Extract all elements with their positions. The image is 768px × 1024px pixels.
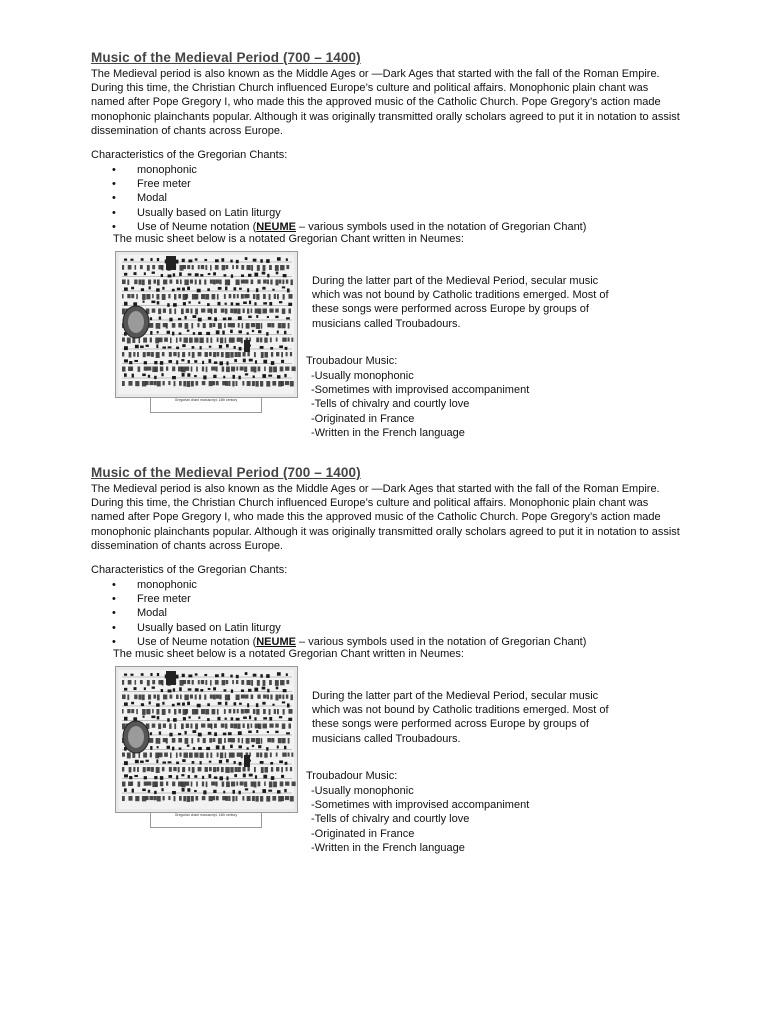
bullet-icon: • <box>112 607 116 620</box>
list-item: • Modal <box>112 192 167 205</box>
secular-music-paragraph: During the latter part of the Medieval Period, secular music which was not bound by Catholic traditions emerged. Most of these songs were performed across Europe by groups of musicians called Troubadours. <box>312 690 609 745</box>
characteristics-list <box>112 578 586 649</box>
list-item: -Usually monophonic <box>311 370 414 382</box>
intro-paragraph: The Medieval period is also known as the Middle Ages or —Dark Ages that started with the fall of the Roman Empire. During this time, the Christian Church influenced Europe’s culture and political affairs. Monophonic plain chant was named after Pope Gregory I, who made this the approved music of the Catholic Church. Pope Gregory’s action made monophonic plainchants popular. Although it was originally transmitted orally scholars agreed to put it in notation to assist dissemination of chants across Europe. <box>91 483 680 552</box>
list-item: • Modal <box>112 607 167 620</box>
intro-paragraph: The Medieval period is also known as the Middle Ages or —Dark Ages that started with the fall of the Roman Empire. During this time, the Christian Church influenced Europe’s culture and political affairs. Monophonic plain chant was named after Pope Gregory I, who made this the approved music of the Catholic Church. Pope Gregory’s action made monophonic plainchants popular. Although it was originally transmitted orally scholars agreed to put it in notation to assist dissemination of chants across Europe. <box>91 68 680 137</box>
music-sheet-caption: The music sheet below is a notated Gregorian Chant written in Neumes: <box>113 233 464 245</box>
characteristics-heading: Characteristics of the Gregorian Chants: <box>91 564 288 576</box>
figure-caption: Gregorian chant manuscript, 14th century <box>150 397 262 413</box>
list-item-neume: • Use of Neume notation (NEUME – various symbols used in the notation of Gregorian Chant) <box>112 220 587 233</box>
troubadour-heading: Troubadour Music: <box>306 355 398 367</box>
list-item: -Tells of chivalry and courtly love <box>311 398 470 411</box>
list-item: -Originated in France <box>311 827 415 840</box>
troubadour-heading: Troubadour Music: <box>306 770 398 782</box>
troubadour-list <box>311 784 529 855</box>
list-item: • Free meter <box>112 178 191 191</box>
bullet-icon: • <box>112 579 116 591</box>
secular-music-paragraph: During the latter part of the Medieval Period, secular music which was not bound by Catholic traditions emerged. Most of these songs were performed across Europe by groups of musicians called Troubadours. <box>312 275 609 330</box>
list-item: -Tells of chivalry and courtly love <box>311 813 470 826</box>
list-item: -Sometimes with improvised accompaniment <box>311 799 530 812</box>
bullet-icon: • <box>112 178 116 191</box>
list-item: • Free meter <box>112 593 191 606</box>
list-item: -Written in the French language <box>311 841 465 854</box>
document-section-2 <box>0 415 768 854</box>
list-item: • monophonic <box>112 164 197 176</box>
list-item: -Written in the French language <box>311 426 465 439</box>
list-item: -Originated in France <box>311 412 415 425</box>
bullet-icon: • <box>112 621 116 634</box>
list-item: • Usually based on Latin liturgy <box>112 206 281 219</box>
list-item: • monophonic <box>112 579 197 591</box>
characteristics-heading: Characteristics of the Gregorian Chants: <box>91 149 288 161</box>
section-title: Music of the Medieval Period (700 – 1400) <box>91 465 361 480</box>
bullet-icon: • <box>112 192 116 205</box>
document-section-1 <box>0 0 768 439</box>
bullet-icon: • <box>112 635 116 648</box>
list-item: -Usually monophonic <box>311 785 414 797</box>
neume-term: NEUME <box>256 635 296 648</box>
list-item: -Sometimes with improvised accompaniment <box>311 384 530 397</box>
section-title: Music of the Medieval Period (700 – 1400) <box>91 50 361 65</box>
bullet-icon: • <box>112 593 116 606</box>
figure-caption: Gregorian chant manuscript, 14th century <box>150 812 262 828</box>
list-item: • Usually based on Latin liturgy <box>112 621 281 634</box>
characteristics-list <box>112 163 586 234</box>
bullet-icon: • <box>112 220 116 233</box>
bullet-icon: • <box>112 206 116 219</box>
gregorian-chant-manuscript-image <box>115 666 298 813</box>
list-item-neume: • Use of Neume notation (NEUME – various symbols used in the notation of Gregorian Chant) <box>112 635 587 648</box>
gregorian-chant-manuscript-image <box>115 251 298 398</box>
music-sheet-caption: The music sheet below is a notated Gregorian Chant written in Neumes: <box>113 648 464 660</box>
bullet-icon: • <box>112 164 116 176</box>
neume-term: NEUME <box>256 220 296 233</box>
